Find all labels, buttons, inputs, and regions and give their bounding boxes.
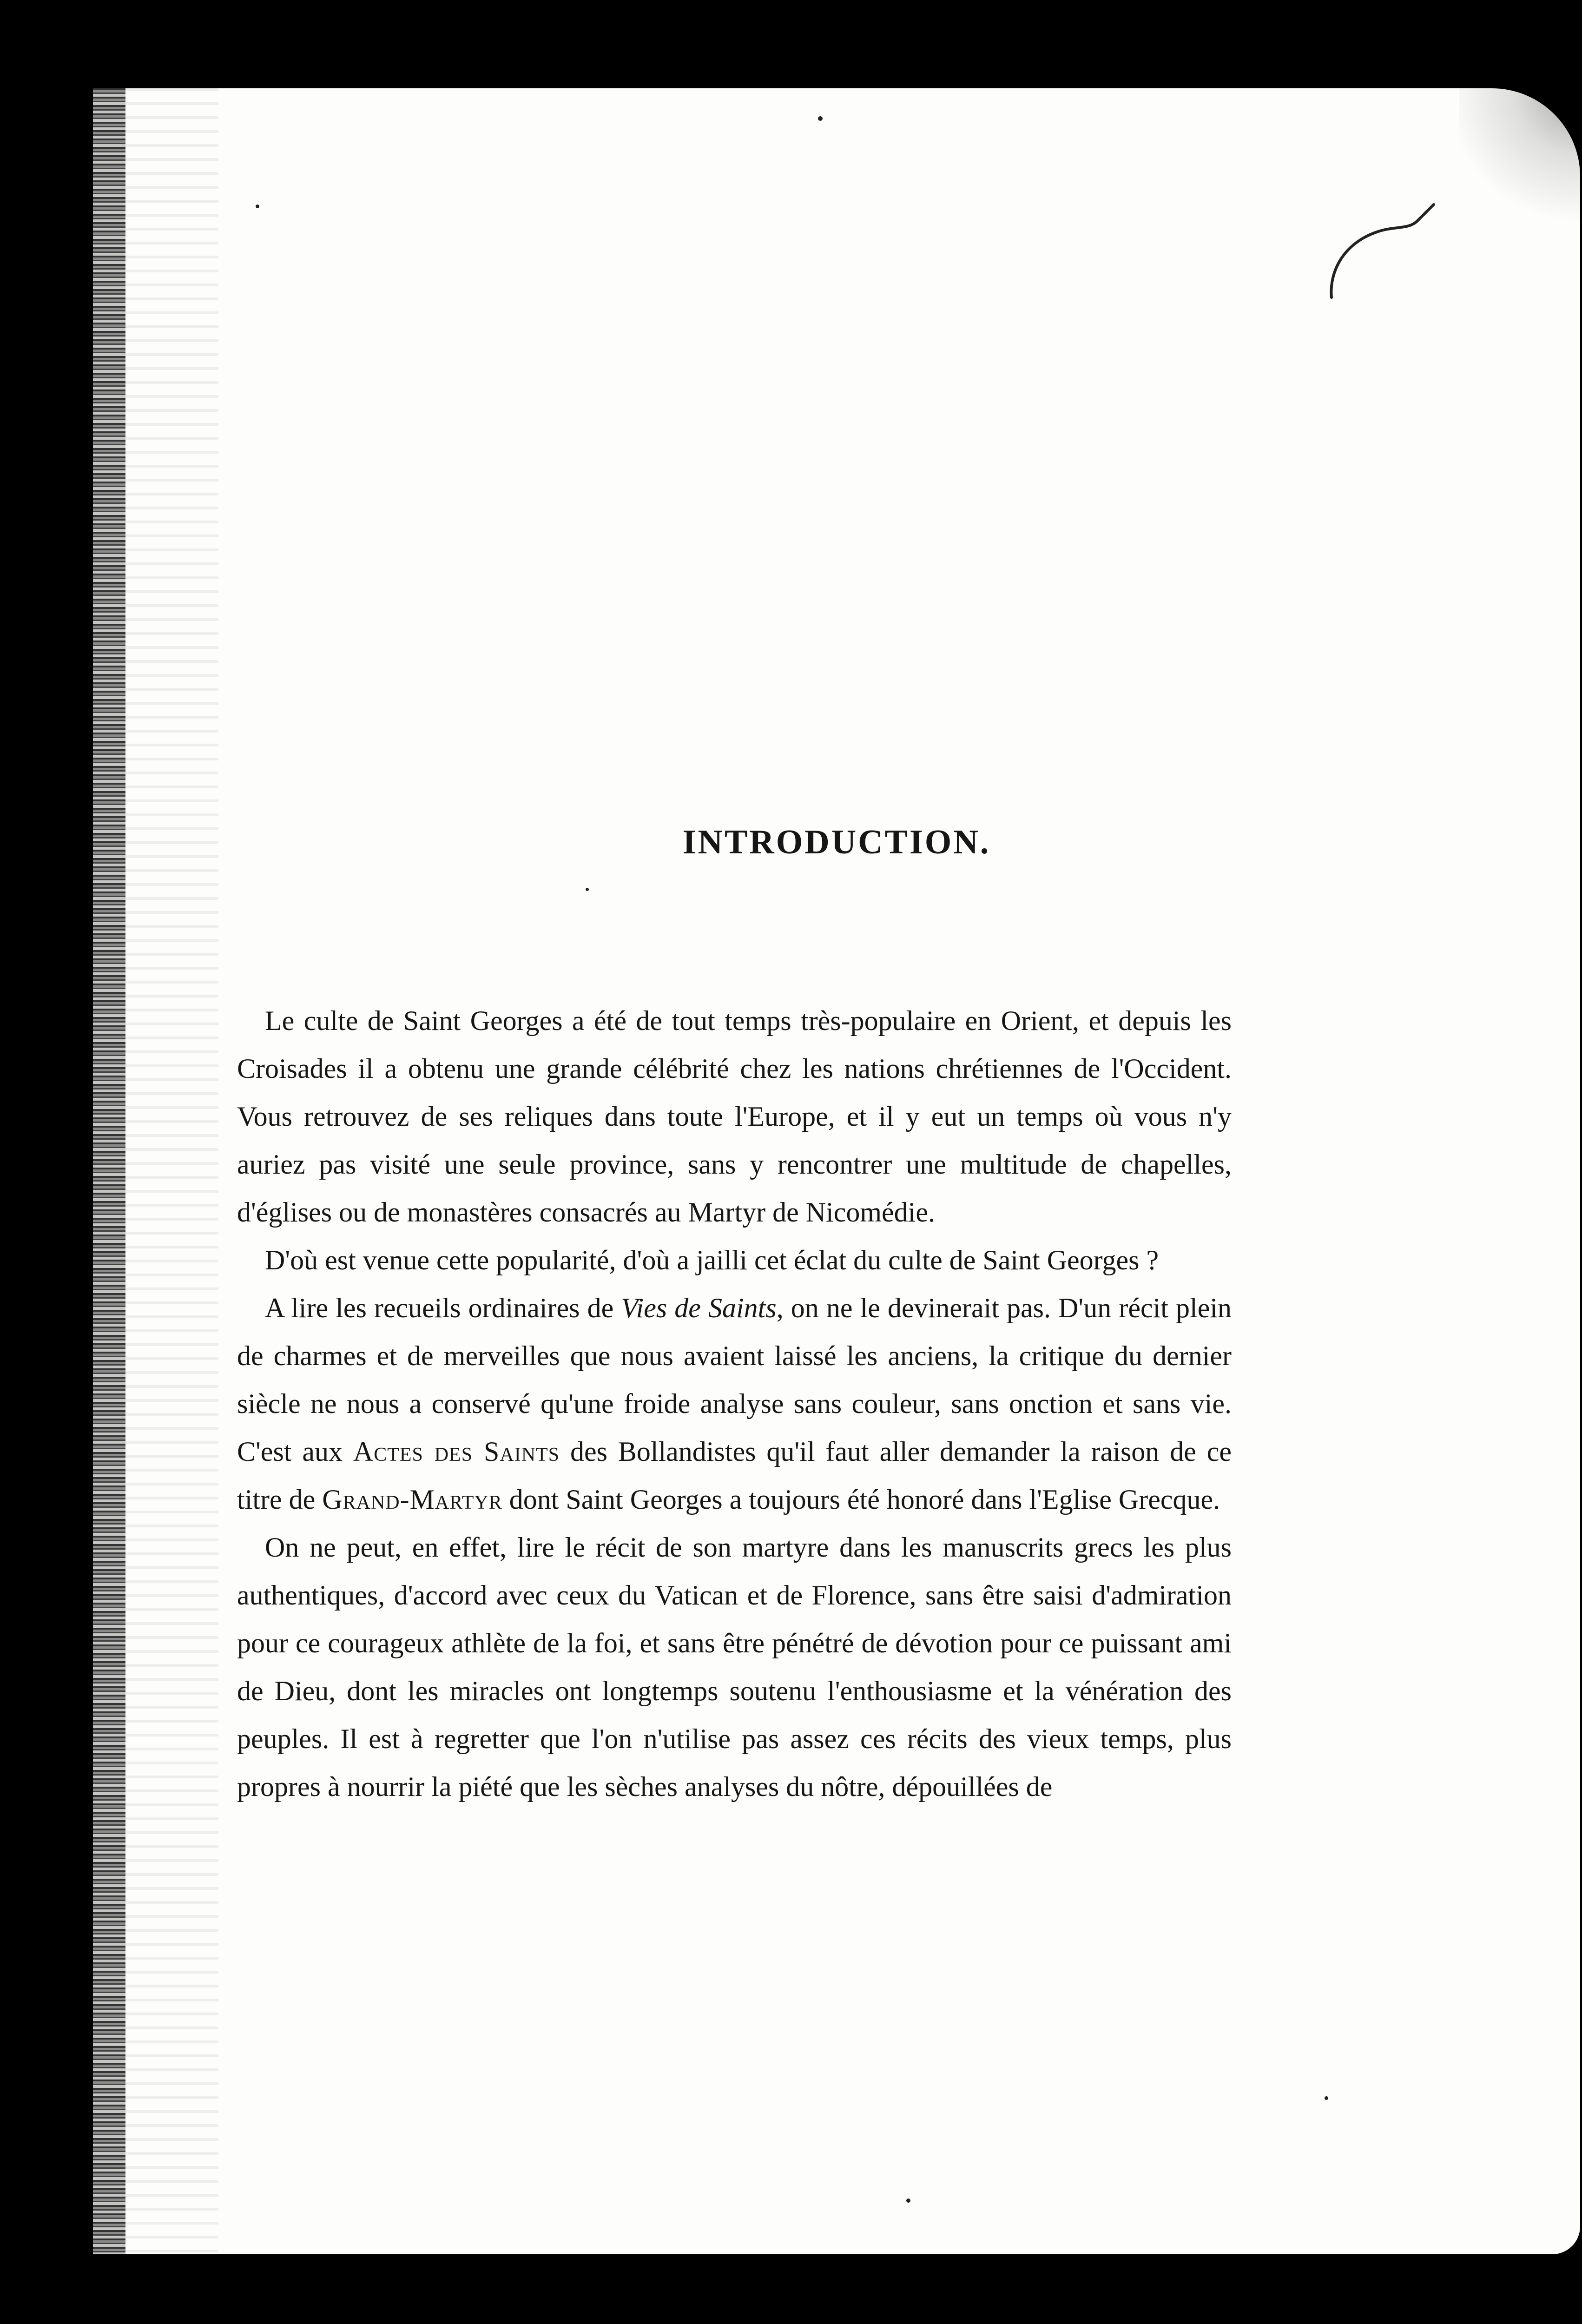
paragraph-3: [237, 1284, 1232, 1524]
scan-speck: [818, 116, 823, 121]
paragraph-3-italic-title: Vies de Saints: [621, 1293, 777, 1323]
paragraph-3-text-a: A lire les recueils ordinaires de: [265, 1293, 621, 1323]
scan-speck: [256, 205, 259, 208]
paragraph-2-text: D'où est venue cette popularité, d'où a jailli cet éclat du culte de Saint Georges ?: [265, 1245, 1159, 1275]
binding-gutter: [93, 88, 125, 2254]
pen-flourish-mark: [1325, 202, 1441, 304]
paragraph-4-text: On ne peut, en effet, lire le récit de son martyre dans les manuscrits grecs les plus authentiques, d'accord avec ceux du Vatican et de Florence, sans être saisi d'admiration pour ce courageux athlète de la foi, et sans être pénétré de dévotion pour ce puissant ami de Dieu, dont les miracles ont longtemps soutenu l'enthousiasme et la vénération des peuples. Il est à regretter que l'on n'utilise pas assez ces récits des vieux temps, plus propres à nourrir la piété que les sèches analyses du nôtre, dépouillées de: [237, 1532, 1232, 1802]
page-title: INTRODUCTION.: [682, 823, 991, 861]
paragraph-3-text-b: , on ne le devinerait pas. D'un récit plein de charmes et de merveilles que nous avaient laissé les anciens, la critique du dernier siècle ne nous a conservé qu'une froide analyse sans couleur, sans onction et sans vie. C'est aux: [237, 1293, 1232, 1467]
body-text: [237, 997, 1232, 1811]
paragraph-4: [237, 1524, 1232, 1811]
paragraph-3-text-d: dont Saint Georges a toujours été honoré dans l'Eglise Grecque.: [502, 1484, 1220, 1515]
corner-shadow: [1459, 88, 1580, 237]
paragraph-3-text-c: des Bollandistes qu'il faut aller demander la raison de ce titre de: [237, 1436, 1232, 1515]
gutter-shadow: [125, 88, 218, 2254]
scan-speck: [1325, 2096, 1328, 2100]
paragraph-3-smallcaps-martyr: Grand-Martyr: [322, 1484, 502, 1515]
scan-speck: [586, 888, 589, 891]
paragraph-2: [237, 1236, 1232, 1284]
paragraph-1: [237, 997, 1232, 1236]
paragraph-3-smallcaps-acts: Actes des Saints: [353, 1436, 560, 1467]
scan-speck: [906, 2199, 910, 2203]
paragraph-1-text: Le culte de Saint Georges a été de tout temps très-populaire en Orient, et depuis les Croisades il a obtenu une grande célébrité chez les nations chrétiennes de l'Occident. Vous retrouvez de ses reliques dans toute l'Europe, et il y eut un temps où vous n'y auriez pas visité une seule province, sans y rencontrer une multitude de chapelles, d'églises ou de monastères consacrés au Martyr de Nicomédie.: [237, 1005, 1232, 1228]
scanned-page: [93, 88, 1580, 2254]
